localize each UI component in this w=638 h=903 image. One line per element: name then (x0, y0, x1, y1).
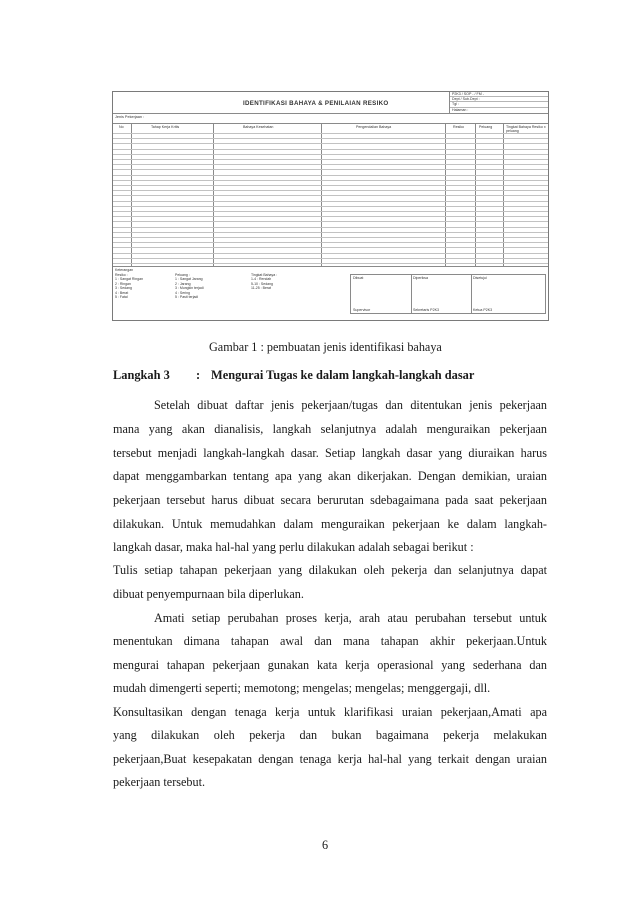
legend-heading: Keterangan (115, 268, 134, 272)
step-heading (113, 368, 475, 383)
legend-item: 2 : Ringan (115, 281, 131, 286)
risk-assessment-form-image (112, 91, 549, 321)
legend-resiko (115, 273, 143, 299)
paragraph-line: Konsultasikan dengan tenaga kerja untuk klarifikasi uraian pekerjaan,Amati apa (113, 705, 547, 719)
legend-item: 1 : Sangat Ringan (115, 277, 144, 282)
table-row-line (113, 164, 548, 165)
legend-tingkat-title: Tingkat Bahaya : (251, 273, 278, 277)
paragraph-line: Tulis setiap tahapan pekerjaan yang dilakukan oleh pekerja dan selanjutnya dapat (113, 563, 547, 577)
paragraph-line: menentukan dimana tahapan awal dan mana tahapan akhir pekerjaan.Untuk (113, 634, 547, 648)
signature-role: Supervisor (353, 308, 371, 312)
step-label: Langkah 3 (113, 368, 170, 382)
paragraph-line: dapat menggambarkan tentang apa yang akan dikerjakan. Dengan demikian, uraian (113, 469, 547, 483)
signature-divider (411, 275, 412, 313)
column-header: Peluang (479, 125, 493, 129)
legend-item: 4 : Sering (175, 290, 190, 295)
table-row-line (113, 253, 548, 254)
figure-caption: Gambar 1 : pembuatan jenis identifikasi bahaya (209, 340, 442, 354)
column-header: Bahaya Kesehatan (243, 125, 274, 129)
paragraph-line: dilakukan. Untuk memudahkan dalam menguraikan pekerjaan ke dalam langkah- (113, 517, 547, 531)
legend-item: 2 : Jarang (175, 281, 191, 286)
table-row-line (113, 195, 548, 196)
header-field: P2K3 / SOP - / FM - (450, 92, 548, 97)
legend-peluang-title: Peluang : (175, 273, 190, 277)
legend-item: 3 : Mungkin terjadi (175, 286, 204, 291)
form-title-bar (113, 92, 548, 114)
paragraph-line: pekerjaan tersebut. (113, 775, 206, 789)
table-row-line (113, 211, 548, 212)
column-header: Tingkat Bahaya Resiko x peluang (506, 125, 546, 133)
paragraph-line: Setelah dibuat daftar jenis pekerjaan/tugas dan ditentukan jenis pekerjaan (154, 398, 547, 412)
paragraph-line: Amati setiap perubahan proses kerja, arah atau perubahan tersebut untuk (154, 611, 547, 625)
column-header: Tahap Kerja Kritis (151, 125, 180, 129)
table-row-line (113, 237, 548, 238)
table-row-line (113, 221, 548, 222)
legend-item: 5 : Pasti terjadi (175, 295, 199, 300)
header-field: Halaman : (452, 107, 469, 112)
table-row-line (113, 227, 548, 228)
paragraph-line: tersebut menjadi langkah-langkah dasar. Setiap langkah dasar yang diuraikan harus (113, 446, 547, 460)
legend-item: 11-25 : Berat (251, 286, 271, 291)
table-row-line (113, 190, 548, 191)
table-row-line (113, 159, 548, 160)
signature-divider (471, 275, 472, 313)
signature-box (350, 274, 546, 314)
table-row-line (113, 242, 548, 243)
legend-item: 1 : Sangat Jarang (175, 277, 203, 282)
header-field: Dept / Sub.Dept : (450, 97, 548, 102)
job-type-label: Jenis Pekerjaan : (115, 115, 145, 119)
table-row-line (113, 169, 548, 170)
table-row-line (113, 143, 548, 144)
table-row-line (113, 263, 548, 264)
paragraph-line: pekerjaan,Buat kesepakatan dengan tenaga kerja hal-hal yang terkait dengan uraian (113, 752, 547, 766)
table-row-line (113, 247, 548, 248)
signature-label: Diperiksa (413, 276, 428, 280)
table-row-line (113, 149, 548, 150)
header-field: Tgl : (450, 102, 548, 107)
page-number: 6 (322, 838, 329, 852)
paragraph-line: yang dilakukan oleh pekerja dan bukan bagaimana pekerja melakukan (113, 728, 547, 742)
paragraph-line: pekerjaan tersebut harus dibuat secara berurutan sdebagaimana pada saat pekerjaan (113, 493, 547, 507)
signature-label: Dibuat (353, 276, 364, 280)
table-row-line (113, 175, 548, 176)
form-title: IDENTIFIKASI BAHAYA & PENILAIAN RESIKO (243, 100, 389, 107)
paragraph-line: mana yang akan dianalisis, langkah selanjutnya adalah menguraikan pekerjaan (113, 422, 547, 436)
paragraph-line: mengurai tahapan pekerjaan gunakan kata kerja operasional yang sederhana dan (113, 658, 547, 672)
table-row-line (113, 216, 548, 217)
legend-item: 5-10 : Sedang (251, 281, 273, 286)
table-row-line (113, 180, 548, 181)
table-row-line (113, 154, 548, 155)
paragraph-line: langkah dasar, maka hal-hal yang perlu dilakukan adalah sebagai berikut : (113, 540, 474, 554)
table-row-line (113, 185, 548, 186)
legend-resiko-title: Resiko : (115, 273, 128, 277)
paragraph-line: dibuat penyempurnaan bila diperlukan. (113, 587, 304, 601)
table-row-line (113, 133, 548, 134)
legend-item: 5 : Fatal (115, 295, 128, 300)
form-header-fields (449, 92, 548, 113)
table-row-line (113, 232, 548, 233)
table-row-line (113, 138, 548, 139)
signature-role: Sekretaris P2K3 (413, 308, 439, 312)
signature-role: Ketua P2K3 (473, 308, 493, 312)
legend-peluang (175, 273, 204, 299)
column-header: Resiko (453, 125, 464, 129)
table-row-line (113, 258, 548, 259)
legend-item: 4 : Berat (115, 290, 129, 295)
step-title: Mengurai Tugas ke dalam langkah-langkah dasar (211, 368, 475, 382)
column-header: Pengendalian Bahaya (356, 125, 392, 129)
table-row-line (113, 201, 548, 202)
legend-item: 1-4 : Rendah (251, 277, 272, 282)
legend-tingkat (251, 273, 277, 291)
signature-label: Disetujui (473, 276, 487, 280)
step-colon: : (196, 368, 201, 382)
column-header: No (119, 125, 124, 129)
legend-item: 3 : Sedang (115, 286, 132, 291)
paragraph-line: mudah dimengerti seperti; memotong; mengelas; mengelas; menggergaji, dll. (113, 681, 491, 695)
table-row-line (113, 206, 548, 207)
